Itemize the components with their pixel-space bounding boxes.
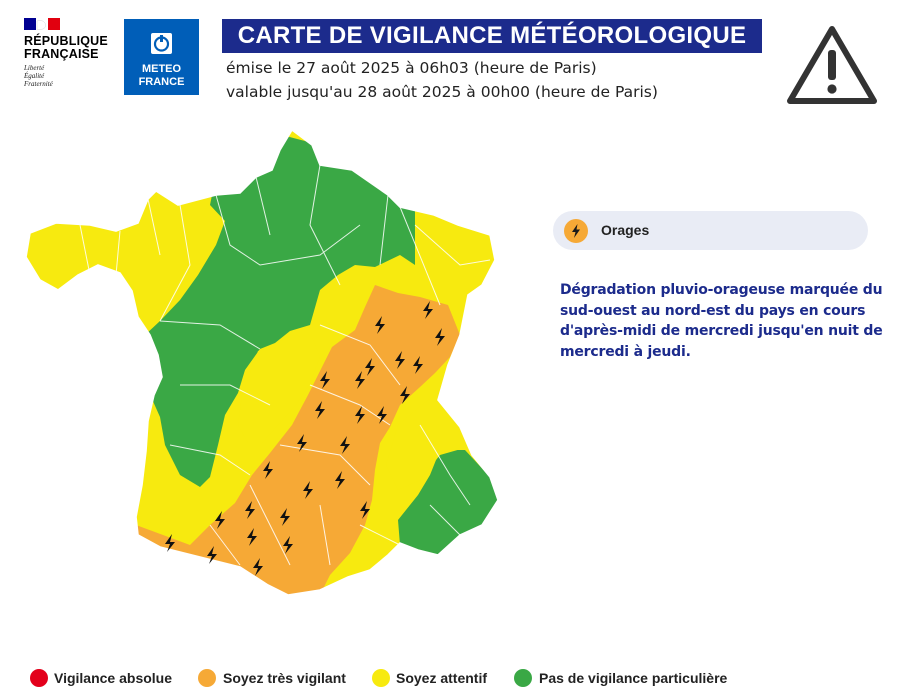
rf-motto-2: Égalité xyxy=(24,72,45,80)
title-banner xyxy=(222,19,762,53)
legend-label-attentif: Soyez attentif xyxy=(396,670,488,686)
rf-motto-1: Liberté xyxy=(24,64,45,72)
france-vigilance-map[interactable] xyxy=(20,125,510,655)
legend-label-tres-vigilant: Soyez très vigilant xyxy=(223,670,346,686)
phenomenon-pill[interactable] xyxy=(553,211,868,250)
meteo-france-logo xyxy=(124,19,199,95)
phenomenon-label: Orages xyxy=(601,222,650,238)
page-title: CARTE DE VIGILANCE MÉTÉOROLOGIQUE xyxy=(237,22,747,49)
legend-label-pas-de-vigilance: Pas de vigilance particulière xyxy=(539,670,728,686)
lightning-icon xyxy=(564,219,588,243)
legend-dot-green xyxy=(514,669,532,687)
issued-date: émise le 27 août 2025 à 06h03 (heure de Paris) xyxy=(226,59,597,77)
republique-francaise-logo xyxy=(24,18,114,98)
legend-dot-orange xyxy=(198,669,216,687)
rf-motto-3: Fraternité xyxy=(24,80,53,88)
rf-name-line1: RÉPUBLIQUE xyxy=(24,34,108,48)
legend-label-vigilance-absolue: Vigilance absolue xyxy=(54,670,173,686)
mf-line1: METEO xyxy=(141,63,182,75)
warning-icon xyxy=(786,24,878,106)
rf-name-line2: FRANÇAISE xyxy=(24,47,99,61)
marianne-flag-icon xyxy=(24,18,60,30)
rf-motto xyxy=(24,64,114,88)
valid-date: valable jusqu'au 28 août 2025 à 00h00 (heure de Paris) xyxy=(226,83,658,101)
mf-line2: FRANCE xyxy=(138,76,185,88)
france-regions xyxy=(20,125,510,655)
legend-dot-red xyxy=(30,669,48,687)
legend-dot-yellow xyxy=(372,669,390,687)
rf-name xyxy=(24,35,114,61)
phenomenon-description: Dégradation pluvio-orageuse marquée du sud-ouest au nord-est du pays en cours d'après-midi de mercredi jusqu'en nuit de mercredi à jeudi. xyxy=(560,282,883,360)
meteo-globe-icon xyxy=(151,33,172,54)
